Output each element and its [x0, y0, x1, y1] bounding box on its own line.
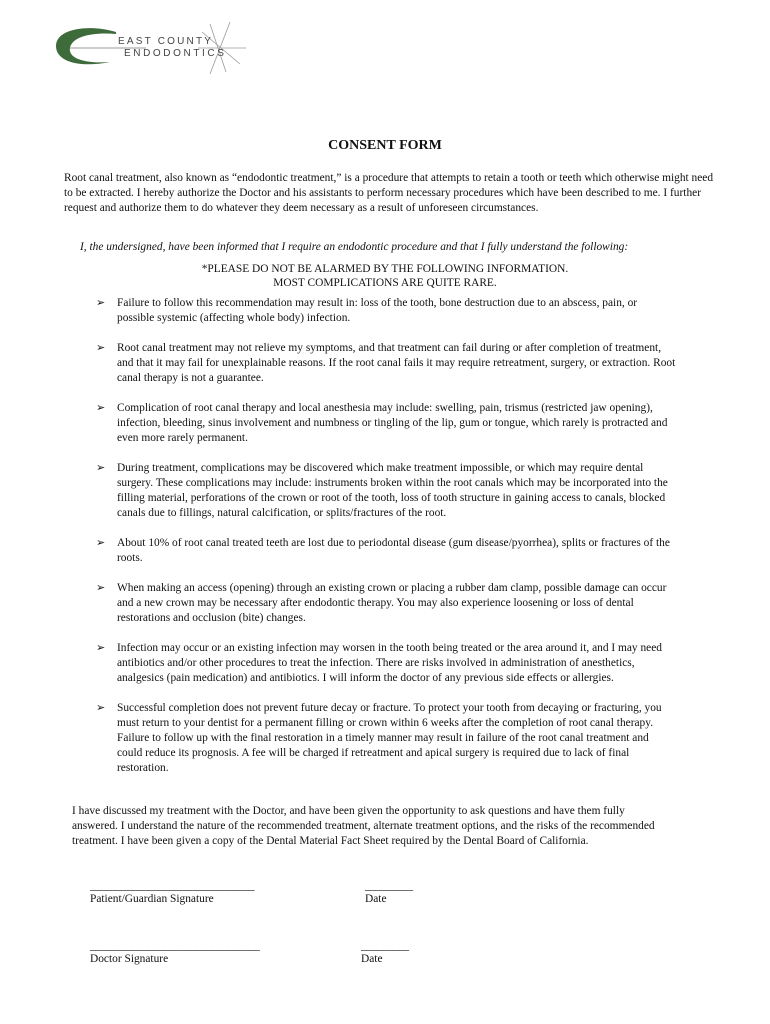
arrow-bullet-icon: ➢: [96, 702, 106, 714]
arrow-bullet-icon: ➢: [96, 342, 106, 354]
arrow-bullet-icon: ➢: [96, 297, 106, 309]
arrow-bullet-icon: ➢: [96, 402, 106, 414]
list-item-text: Failure to follow this recommendation may result in: loss of the tooth, bone destruction due to an abscess, pain, or possible systemic (affecting whole body) infection.: [117, 297, 638, 324]
page-title: CONSENT FORM: [328, 138, 442, 153]
doctor-signature-block: [90, 940, 259, 965]
list-item-text: About 10% of root canal treated teeth are lost due to periodontal disease (gum disease/pyorrhea), splits or fractures of the roots.: [117, 537, 670, 564]
patient-signature-block: [90, 880, 254, 905]
doctor-date-block: [361, 940, 409, 965]
patient-date-label: Date: [365, 893, 387, 905]
list-item: [96, 296, 676, 326]
logo-line-1: EAST COUNTY: [118, 36, 214, 47]
list-item-text: When making an access (opening) through an existing crown or placing a rubber dam clamp, possible damage can occur and a new crown may be necessary after endodontic therapy. You may also experience loosening or loss of dental restorations and occlusion (bite) changes.: [117, 582, 667, 624]
list-item-text: Complication of root canal therapy and local anesthesia may include: swelling, pain, trismus (restricted jaw opening), infection, bleeding, sinus involvement and numbness or tingling of the lip, gum or tongue, which rarely is protracted and even more rarely permanent.: [117, 402, 668, 444]
patient-date-block: [365, 880, 413, 905]
notice-line-2: MOST COMPLICATIONS ARE QUITE RARE.: [273, 277, 497, 289]
clinic-logo: [50, 18, 250, 78]
patient-signature-label: Patient/Guardian Signature: [90, 893, 214, 905]
list-item: [96, 701, 676, 776]
list-item-text: Infection may occur or an existing infection may worsen in the tooth being treated or the area around it, and I may need antibiotics and/or other procedures to treat the infection. There are risks involved in administration of anesthetics, analgesics (pain medication) and antibiotics. I will inform the doctor of any previous side effects or allergies.: [117, 642, 662, 684]
arrow-bullet-icon: ➢: [96, 582, 106, 594]
list-item: [96, 536, 676, 566]
doctor-date-line[interactable]: _________: [361, 940, 409, 952]
list-item: [96, 641, 676, 686]
arrow-bullet-icon: ➢: [96, 642, 106, 654]
intro-paragraph: Root canal treatment, also known as “endodontic treatment,” is a procedure that attempts to retain a tooth or teeth which otherwise might need to be extracted. I hereby authorize the Doctor and his assistants to perform necessary procedures which have been described to me. I further request and authorize them to do whatever they deem necessary as a result of unforeseen circumstances.: [64, 172, 714, 214]
list-item: [96, 461, 676, 521]
arrow-bullet-icon: ➢: [96, 537, 106, 549]
doctor-signature-label: Doctor Signature: [90, 953, 169, 965]
closing-paragraph: I have discussed my treatment with the Doctor, and have been given the opportunity to ask questions and have them fully answered. I understand the nature of the recommended treatment, alternate treatment options, and the risks of the recommended treatment. I have been given a copy of the Dental Material Fact Sheet required by the Dental Board of California.: [72, 805, 655, 847]
list-item-text: Root canal treatment may not relieve my symptoms, and that treatment can fail during or after completion of treatment, and that it may fail for unexplainable reasons. If the root canal fails it may require retreatment, surgery, or extraction. Root canal therapy is not a guarantee.: [117, 342, 676, 384]
list-item-text: During treatment, complications may be discovered which make treatment impossible, or which may require dental surgery. These complications may include: instruments broken within the root canals which may be incorporated into the filling material, perforations of the crown or root of the tooth, loss of tooth structure in gaining access to canals, blocked canals due to fillings, natural calcification, or splits/fractures of the root.: [117, 462, 668, 519]
list-item: [96, 341, 676, 386]
undersigned-statement: I, the undersigned, have been informed that I require an endodontic procedure and that I fully understand the following:: [80, 241, 629, 253]
patient-signature-line[interactable]: _______________________________: [90, 880, 255, 892]
notice-line-1: *PLEASE DO NOT BE ALARMED BY THE FOLLOWING INFORMATION.: [201, 263, 569, 275]
list-item: [96, 581, 676, 626]
doctor-date-label: Date: [361, 953, 383, 965]
patient-date-line[interactable]: _________: [365, 880, 413, 892]
logo-line-2: ENDODONTICS: [124, 48, 227, 59]
notice: [0, 262, 770, 290]
risk-list: [96, 296, 676, 776]
list-item: [96, 401, 676, 446]
list-item-text: Successful completion does not prevent future decay or fracture. To protect your tooth from decaying or fracturing, you must return to your dentist for a permanent filling or crown within 6 weeks after the completion of root canal therapy. Failure to follow up with the final restoration in a timely manner may result in failure of the root canal treatment and could reduce its prognosis. A fee will be charged if retreatment and apical surgery is required due to lack of final restoration.: [117, 702, 662, 774]
arrow-bullet-icon: ➢: [96, 462, 106, 474]
doctor-signature-line[interactable]: ________________________________: [90, 940, 260, 952]
